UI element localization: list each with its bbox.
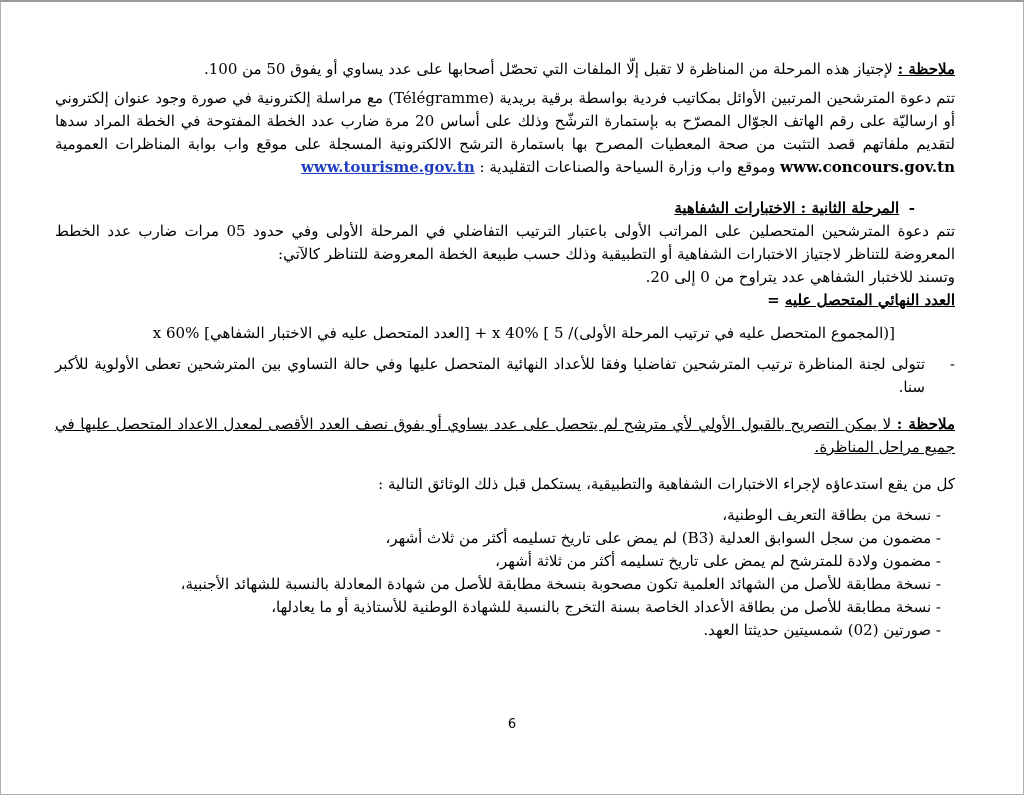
- list-item: - مضمون من سجل السوابق العدلية (B3) لم يمض على تاريخ تسليمه أكثر من ثلاث أشهر،: [385, 529, 941, 547]
- committee-item: [55, 353, 955, 399]
- list-item: - نسخة مطابقة للأصل من بطاقة الأعداد الخاصة بسنة التخرج بالنسبة للشهادة الوطنية للأستاذية أو ما يعادلها،: [271, 598, 941, 616]
- oral-grading-text: وتسند للاختبار الشفاهي عدد يتراوح من 0 إلى 20.: [645, 268, 955, 286]
- documents-intro: كل من يقع استدعاؤه لإجراء الاختبارات الشفاهية والتطبيقية، يستكمل قبل ذلك الوثائق التالية :: [378, 475, 955, 493]
- committee-text: تتولى لجنة المناظرة ترتيب المترشحين تفاضليا وفقا للأعداد النهائية المتحصل عليها وفي حالة التساوي بين المترشحين تعطى الأولوية للأكبر سنا.: [55, 355, 925, 396]
- note-second-label: ملاحظة :: [896, 415, 955, 433]
- documents-list: [55, 504, 955, 642]
- final-score-equals: =: [767, 291, 785, 309]
- invitation-paragraph: [55, 87, 955, 179]
- list-item: - نسخة من بطاقة التعريف الوطنية،: [722, 506, 941, 524]
- stage-two-bullet: -: [908, 199, 915, 217]
- list-item: - مضمون ولادة للمترشح لم يمض على تاريخ تسليمه أكثر من ثلاثة أشهر،: [495, 552, 941, 570]
- invitation-text: تتم دعوة المترشحين المرتبين الأوائل بمكاتيب فردية بواسطة برقية بريدية (Télégramme) مع مراسلة إلكترونية في صورة وجود عنوان إلكتروني أو ارساليّة على رقم الهاتف الجوّال المصرّح به بإستمارة الترشّح وذلك على أساس 20 مرة ضارب عدد الخطة المفتوحة في الخطة المراد سدها لتقديم ملفاتهم قصد التثبت من صحة المعطيات المصرح بها باستمارة الترشح الالكترونية المسجلة على موقع واب بوابة المناظرات العمومية: [55, 89, 955, 153]
- final-score-label: العدد النهائي المتحصل عليه: [784, 291, 955, 309]
- note-second: [55, 413, 955, 459]
- note-first-label: ملاحظة :: [897, 60, 955, 78]
- stage-two-paragraph: تتم دعوة المترشحين المتحصلين على المراتب الأولى باعتبار الترتيب التفاضلي في المرحلة الأولى وفي حدود 05 مرات ضارب عدد الخطط المعروضة للتناظر لاجتياز الاختبارات الشفاهية أو التطبيقية وذلك حسب طبيعة الخطة المعروضة للتناظر كالآتي:: [55, 222, 955, 263]
- tourisme-website-link[interactable]: www.tourisme.gov.tn: [301, 158, 475, 176]
- invitation-text-middle: وموقع واب وزارة السياحة والصناعات التقليدية :: [474, 158, 781, 176]
- note-second-text: لا يمكن التصريح بالقبول الأولي لأي مترشح لم يتحصل على عدد يساوي أو يفوق نصف العدد الأقصى لمعدل الاعداد المتحصل عليها في جميع مراحل المناظرة.: [55, 415, 955, 456]
- note-first: [55, 58, 955, 81]
- list-item: - نسخة مطابقة للأصل من الشهائد العلمية تكون مصحوبة بنسخة مطابقة للأصل من شهادة المعادلة بالنسبة للشهائد الأجنبية،: [180, 575, 941, 593]
- stage-two-title: المرحلة الثانية : الاختبارات الشفاهية: [674, 199, 900, 217]
- page-number: 6: [507, 717, 517, 732]
- score-formula: [(المجموع المتحصل عليه في ترتيب المرحلة الأولى)/ 5 ] x 40% + [العدد المتحصل عليه في الاختبار الشفاهي] x 60%: [152, 324, 895, 342]
- note-first-text: لإجتياز هذه المرحلة من المناظرة لا تقبل إلّا الملفات التي تحصّل أصحابها على عدد يساوي أو يفوق 50 من 100.: [203, 60, 898, 78]
- stage-two-heading: [55, 197, 955, 220]
- final-score-heading: [55, 289, 955, 312]
- list-item: - صورتين (02) شمسيتين حديثتا العهد.: [703, 621, 941, 639]
- document-page: [55, 58, 955, 642]
- concours-website[interactable]: www.concours.gov.tn: [780, 158, 955, 176]
- committee-dash: -: [949, 355, 955, 373]
